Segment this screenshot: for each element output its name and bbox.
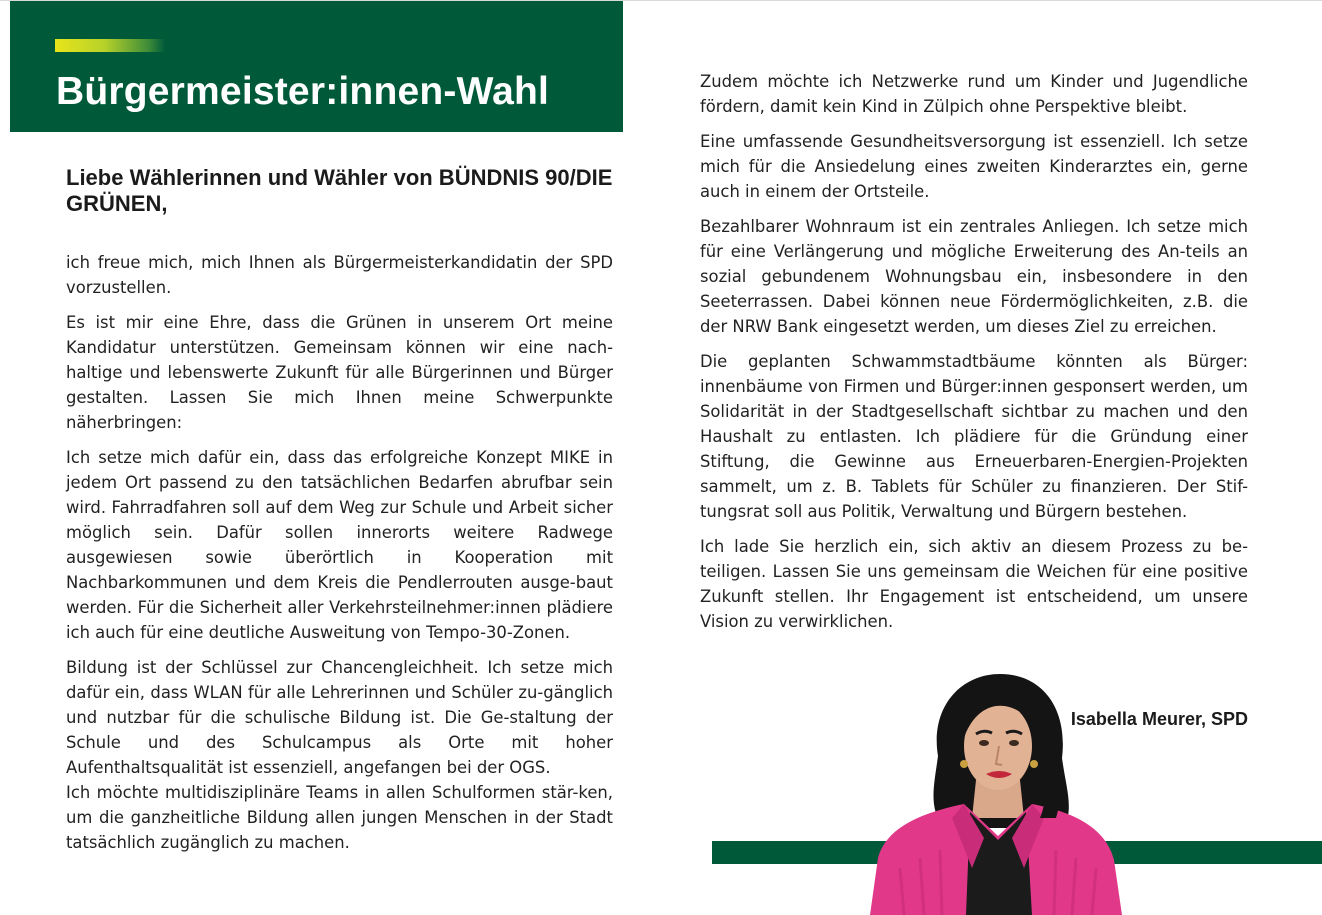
page-title: Bürgermeister:innen-Wahl — [56, 70, 550, 113]
signature-name: Isabella Meurer, SPD — [1070, 709, 1248, 729]
paragraph-mobility: Ich setze mich dafür ein, dass das erfolgreiche Konzept MIKE in jedem Ort passend zu den tatsächlichen Bedarfen abrufbar sein wird. Fahrradfahren soll auf dem Weg zur Schule und Arbeit sicher möglich sein. Dafür sollen innerorts weitere Radwege ausgewiesen sowie überörtlich in Kooperation mit Nachbarkommunen und dem Kreis die Pendlerrouten ausge-baut werden. Für die Sicherheit aller Verkehrsteilnehmer:innen plädiere ich auch für eine deutliche Ausweitung von Tempo-30-Zonen. — [66, 448, 613, 642]
paragraph-intro: ich freue mich, mich Ihnen als Bürgermeisterkandidatin der SPD vorzustellen. — [66, 253, 613, 297]
paragraph-teams: Ich möchte multidisziplinäre Teams in allen Schulformen stär-ken, um die ganzheitliche Bildung allen jungen Menschen in der Stadt tatsächlich zugänglich zu machen. — [66, 783, 613, 852]
left-text-column — [66, 250, 613, 865]
salutation-heading: Liebe Wählerinnen und Wähler von BÜNDNIS 90/DIE GRÜNEN, — [66, 165, 613, 216]
paragraph-sponge-city: Die geplanten Schwammstadtbäume könnten als Bürger: innenbäume von Firmen und Bürger:innen gesponsert werden, um Solidarität in der Stadtgesellschaft sichtbar zu machen und den Haushalt zu entlasten. Ich plädiere für die Gründung einer Stiftung, die Gewinne aus Erneuerbaren-Energien-Projekten sammelt, um z. B. Tablets für Schüler zu finanzieren. Der Stif-tungsrat soll aus Politik, Verwaltung und Bürgern bestehen. — [700, 352, 1248, 521]
right-text-column — [700, 69, 1248, 644]
candidate-portrait-image — [860, 668, 1130, 915]
accent-gradient-bar — [55, 39, 165, 52]
paragraph-invitation: Ich lade Sie herzlich ein, sich aktiv an diesem Prozess zu be-teiligen. Lassen Sie uns gemeinsam die Weichen für eine positive Zukunft stellen. Ihr Engagement ist entscheidend, um unsere Vision zu verwirklichen. — [700, 537, 1248, 631]
paragraph-housing: Bezahlbarer Wohnraum ist ein zentrales Anliegen. Ich setze mich für eine Verlängerung und mögliche Erweiterung des An-teils an sozial gebundenem Wohnungsbau ein, insbesondere in den Seeterrassen. Dabei können neue Fördermöglichkeiten, z.B. die der NRW Bank eingesetzt werden, um dieses Ziel zu erreichen. — [700, 217, 1248, 336]
paragraph-youth-networks: Zudem möchte ich Netzwerke rund um Kinder und Jugendliche fördern, damit kein Kind in Zülpich ohne Perspektive bleibt. — [700, 72, 1248, 116]
paragraph-support: Es ist mir eine Ehre, dass die Grünen in unserem Ort meine Kandidatur unterstützen. Gemeinsam können wir eine nach-haltige und lebenswerte Zukunft für alle Bürgerinnen und Bürger gestalten. Lassen Sie mich Ihnen meine Schwerpunkte näherbringen: — [66, 313, 613, 432]
paragraph-education: Bildung ist der Schlüssel zur Chancengleichheit. Ich setze mich dafür ein, dass WLAN für alle Lehrerinnen und Schüler zu-gänglich und nutzbar für die schulische Bildung ist. Die Ge-staltung der Schule und des Schulcampus als Orte mit hoher Aufenthaltsqualität ist essenziell, angefangen bei der OGS. — [66, 658, 613, 777]
paragraph-health: Eine umfassende Gesundheitsversorgung ist essenziell. Ich setze mich für die Ansiedelung eines zweiten Kinderarztes ein, gerne auch in einem der Ortsteile. — [700, 132, 1248, 201]
